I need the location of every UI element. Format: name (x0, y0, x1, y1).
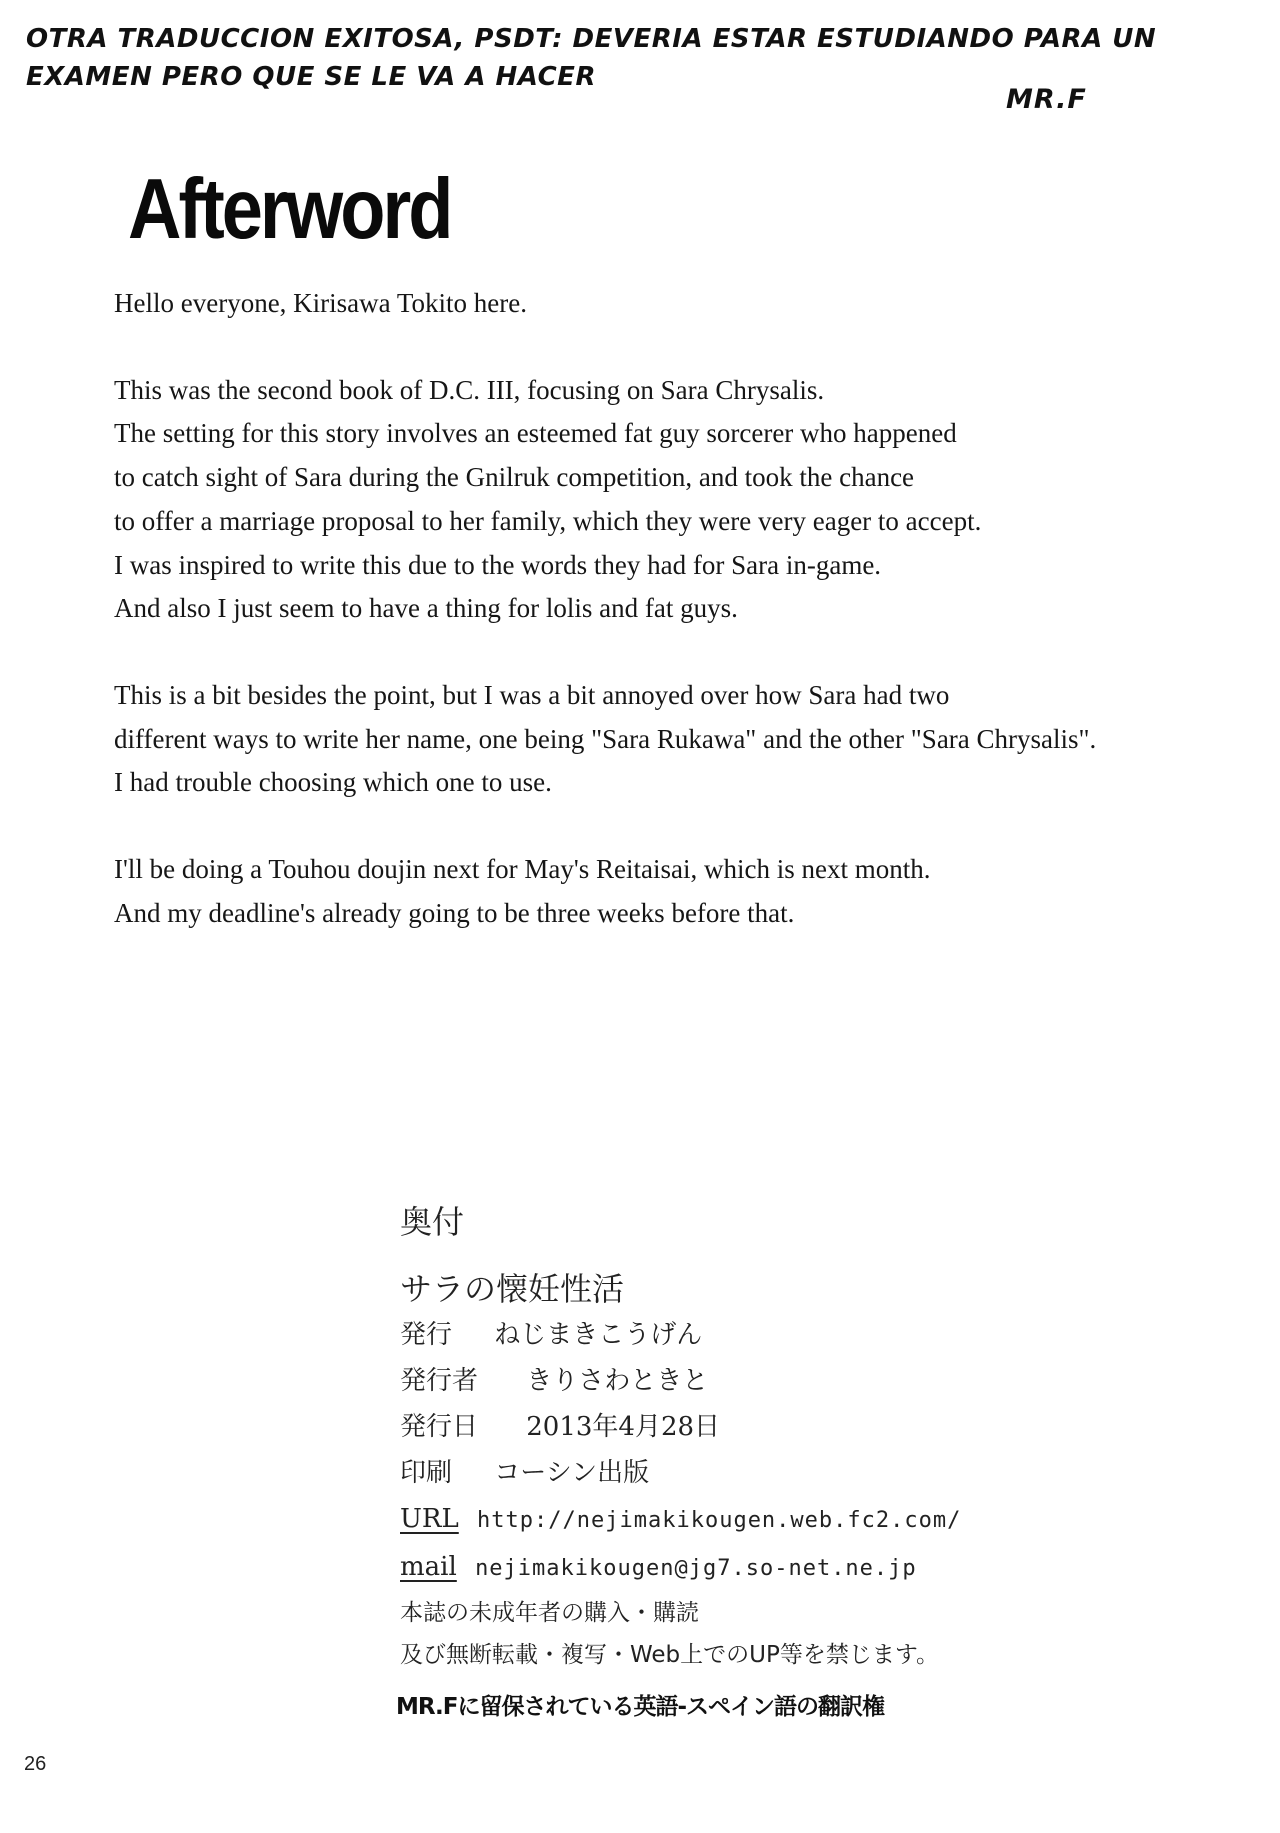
colophon-mail-row (400, 1544, 1220, 1592)
mail-label: mail (400, 1552, 457, 1582)
text-line: to catch sight of Sara during the Gnilruk competition, and took the chance (114, 462, 915, 493)
mail-value: nejimakikougen@jg7.so-net.ne.jp (475, 1556, 917, 1581)
text-line: Hello everyone, Kirisawa Tokito here. (114, 288, 527, 318)
translation-credit: MR.Fに留保されている英語-スペイン語の翻訳権 (396, 1694, 885, 1720)
afterword-title: Afterword (128, 161, 451, 257)
author-value: きりさわときと (526, 1366, 709, 1396)
text-line: to offer a marriage proposal to her family, which they were very eager to accept. (114, 505, 982, 536)
publisher-value: ねじまきこうげん (494, 1320, 703, 1350)
text-line: And also I just seem to have a thing for lolis and fat guys. (114, 593, 738, 624)
text-line: different ways to write her name, one being "Sara Rukawa" and the other "Sara Chrysalis". (114, 723, 1097, 754)
colophon-printer-row (400, 1450, 1220, 1496)
colophon-publisher-row (400, 1312, 1220, 1358)
text-line: This was the second book of D.C. III, focusing on Sara Chrysalis. (114, 374, 825, 405)
afterword-paragraph (114, 848, 1214, 935)
url-value: http://nejimakikougen.web.fc2.com/ (477, 1508, 962, 1533)
text-line: This is a bit besides the point, but I was a bit annoyed over how Sara had two (114, 679, 950, 710)
afterword-paragraph (114, 674, 1214, 805)
text-line: I'll be doing a Touhou doujin next for May's Reitaisai, which is next month. (114, 854, 931, 885)
colophon-date-row (400, 1404, 1220, 1450)
printer-label: 印刷 (400, 1458, 453, 1488)
printer-value: コーシン出版 (494, 1458, 650, 1488)
text-line: The setting for this story involves an esteemed fat guy sorcerer who happened (114, 418, 957, 449)
publisher-label: 発行 (400, 1320, 453, 1350)
text-line: I had trouble choosing which one to use. (114, 767, 552, 798)
date-label: 発行日 (400, 1412, 479, 1442)
colophon-book-title: サラの懐妊性活 (400, 1270, 625, 1308)
afterword-body (114, 282, 1214, 978)
colophon (400, 1200, 1220, 1676)
date-value: 2013年4月28日 (526, 1412, 721, 1442)
author-label: 発行者 (400, 1366, 479, 1396)
translator-signature: MR.F (1006, 84, 1087, 115)
colophon-author-row (400, 1358, 1220, 1404)
page-number: 26 (24, 1753, 47, 1775)
colophon-url-row (400, 1496, 1220, 1544)
text-line: And my deadline's already going to be three weeks before that. (114, 897, 795, 928)
translator-note-text: OTRA TRADUCCION EXITOSA, PSDT: DEVERIA ESTAR ESTUDIANDO PARA UN EXAMEN PERO QUE SE LE VA A HACER (26, 24, 1157, 92)
colophon-notice-line-2: 及び無断転載・複写・Web上でのUP等を禁じます。 (400, 1642, 940, 1668)
text-line: I was inspired to write this due to the words they had for Sara in-game. (114, 549, 882, 580)
afterword-paragraph (114, 282, 1214, 326)
colophon-heading: 奥付 (400, 1203, 465, 1241)
afterword-paragraph (114, 369, 1214, 631)
url-label: URL (400, 1504, 459, 1534)
colophon-notice-line-1: 本誌の未成年者の購入・購読 (400, 1600, 699, 1626)
